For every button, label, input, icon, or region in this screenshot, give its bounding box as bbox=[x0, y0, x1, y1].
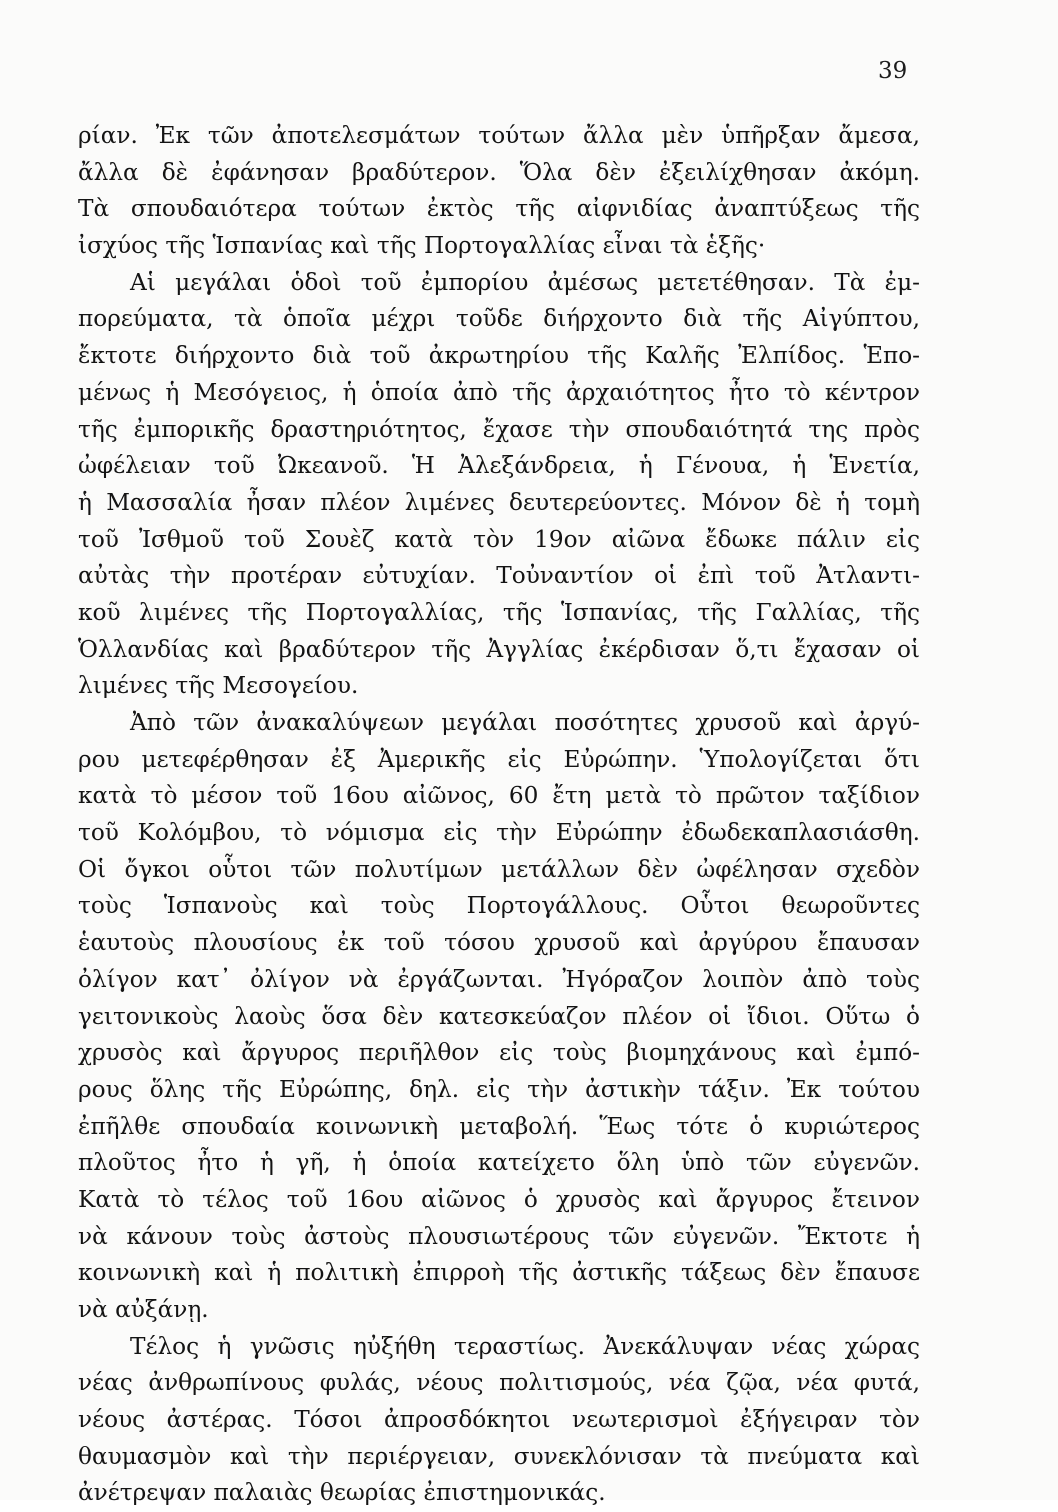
text-line: χρυσὸς καὶ ἄργυρος περιῆλθον εἰς τοὺς βιομηχάνους καὶ ἐμπό- bbox=[78, 1039, 920, 1067]
text-line: νέους ἀστέρας. Τόσοι ἀπροσδόκητοι νεωτερισμοὶ ἐξήγειραν τὸν bbox=[78, 1406, 920, 1434]
text-line: Τέλος ἡ γνῶσις ηὐξήθη τεραστίως. Ἀνεκάλυψαν νέας χώρας bbox=[130, 1332, 920, 1360]
text-line: ἰσχύος τῆς Ἱσπανίας καὶ τῆς Πορτογαλλίας εἶναι τὰ ἑξῆς· bbox=[78, 232, 766, 260]
text-line: αὐτὰς τὴν προτέραν εὐτυχίαν. Τοὐναντίον οἱ ἐπὶ τοῦ Ἀτλαντι- bbox=[78, 562, 920, 590]
text-line: τοῦ Κολόμβου, τὸ νόμισμα εἰς τὴν Εὐρώπην ἐδωδεκαπλασιάσθη. bbox=[78, 819, 920, 847]
text-line: ἄλλα δὲ ἐφάνησαν βραδύτερον. Ὅλα δὲν ἐξειλίχθησαν ἀκόμη. bbox=[78, 158, 920, 186]
text-line: ὠφέλειαν τοῦ Ὠκεανοῦ. Ἡ Ἀλεξάνδρεια, ἡ Γένουα, ἡ Ἑνετία, bbox=[78, 452, 920, 480]
text-line: τοῦ Ἰσθμοῦ τοῦ Σουὲζ κατὰ τὸν 19ον αἰῶνα ἔδωκε πάλιν εἰς bbox=[78, 525, 920, 553]
text-line: θαυμασμὸν καὶ τὴν περιέργειαν, συνεκλόνισαν τὰ πνεύματα καὶ bbox=[78, 1442, 920, 1470]
text-line: τῆς ἐμπορικῆς δραστηριότητος, ἔχασε τὴν σπουδαιότητά της πρὸς bbox=[78, 415, 920, 443]
paragraph-1 bbox=[78, 118, 920, 265]
body-text bbox=[78, 118, 920, 1512]
paragraph-3 bbox=[78, 705, 920, 1329]
text-line: κοινωνικὴ καὶ ἡ πολιτικὴ ἐπιρροὴ τῆς ἀστικῆς τάξεως δὲν ἔπαυσε bbox=[78, 1259, 920, 1287]
text-line: γειτονικοὺς λαοὺς ὅσα δὲν κατεσκεύαζον πλέον οἱ ἴδιοι. Οὕτω ὁ bbox=[78, 1002, 920, 1030]
text-line: ὀλίγον κατ᾽ ὀλίγον νὰ ἐργάζωνται. Ἠγόραζον λοιπὸν ἀπὸ τοὺς bbox=[78, 965, 920, 993]
text-line: ἔκτοτε διήρχοντο διὰ τοῦ ἀκρωτηρίου τῆς Καλῆς Ἐλπίδος. Ἑπο- bbox=[78, 342, 920, 370]
text-line: νέας ἀνθρωπίνους φυλάς, νέους πολιτισμούς, νέα ζῷα, νέα φυτά, bbox=[78, 1369, 920, 1397]
text-line: κατὰ τὸ μέσον τοῦ 16ου αἰῶνος, 60 ἔτη μετὰ τὸ πρῶτον ταξίδιον bbox=[78, 782, 920, 810]
text-line: νὰ κάνουν τοὺς ἀστοὺς πλουσιωτέρους τῶν εὐγενῶν. Ἔκτοτε ἡ bbox=[78, 1222, 920, 1250]
text-line: πορεύματα, τὰ ὁποῖα μέχρι τοῦδε διήρχοντο διὰ τῆς Αἰγύπτου, bbox=[78, 305, 920, 333]
text-line: Οἱ ὄγκοι οὗτοι τῶν πολυτίμων μετάλλων δὲν ὠφέλησαν σχεδὸν bbox=[78, 855, 920, 883]
text-line: Ὁλλανδίας καὶ βραδύτερον τῆς Ἀγγλίας ἐκέρδισαν ὅ,τι ἔχασαν οἱ bbox=[78, 635, 920, 663]
text-line: νὰ αὐξάνῃ. bbox=[78, 1296, 209, 1323]
text-line: ρου μετεφέρθησαν ἐξ Ἀμερικῆς εἰς Εὐρώπην. Ὑπολογίζεται ὅτι bbox=[78, 745, 920, 773]
text-line: ἑαυτοὺς πλουσίους ἐκ τοῦ τόσου χρυσοῦ καὶ ἀργύρου ἔπαυσαν bbox=[78, 929, 920, 957]
text-line: Αἱ μεγάλαι ὁδοὶ τοῦ ἐμπορίου ἀμέσως μετετέθησαν. Τὰ ἐμ- bbox=[130, 268, 920, 296]
paragraph-4 bbox=[78, 1329, 920, 1512]
text-line: κοῦ λιμένες τῆς Πορτογαλλίας, τῆς Ἱσπανίας, τῆς Γαλλίας, τῆς bbox=[78, 598, 920, 626]
text-line: τοὺς Ἱσπανοὺς καὶ τοὺς Πορτογάλλους. Οὗτοι θεωροῦντες bbox=[78, 892, 920, 920]
text-line: πλοῦτος ἦτο ἡ γῆ, ἡ ὁποία κατείχετο ὅλη ὑπὸ τῶν εὐγενῶν. bbox=[78, 1149, 920, 1177]
text-line: ρίαν. Ἐκ τῶν ἀποτελεσμάτων τούτων ἄλλα μὲν ὑπῆρξαν ἄμεσα, bbox=[78, 122, 920, 149]
text-line: ρους ὅλης τῆς Εὐρώπης, δηλ. εἰς τὴν ἀστικὴν τάξιν. Ἐκ τούτου bbox=[78, 1075, 920, 1103]
text-line: Τὰ σπουδαιότερα τούτων ἐκτὸς τῆς αἰφνιδίας ἀναπτύξεως τῆς bbox=[78, 195, 920, 223]
text-line: Ἀπὸ τῶν ἀνακαλύψεων μεγάλαι ποσότητες χρυσοῦ καὶ ἀργύ- bbox=[130, 709, 920, 736]
page-number: 39 bbox=[878, 58, 908, 84]
text-line: ἐπῆλθε σπουδαία κοινωνικὴ μεταβολή. Ἕως τότε ὁ κυριώτερος bbox=[78, 1112, 920, 1140]
text-line: λιμένες τῆς Μεσογείου. bbox=[78, 672, 359, 700]
text-line: Κατὰ τὸ τέλος τοῦ 16ου αἰῶνος ὁ χρυσὸς καὶ ἄργυρος ἔτεινον bbox=[78, 1185, 920, 1213]
text-line: μένως ἡ Μεσόγειος, ἡ ὁποία ἀπὸ τῆς ἀρχαιότητος ἦτο τὸ κέντρον bbox=[78, 378, 920, 406]
text-line: ἡ Μασσαλία ἦσαν πλέον λιμένες δευτερεύοντες. Μόνον δὲ ἡ τομὴ bbox=[78, 488, 920, 516]
paragraph-2 bbox=[78, 265, 920, 705]
text-line: ἀνέτρεψαν παλαιὰς θεωρίας ἐπιστημονικάς. bbox=[78, 1479, 606, 1507]
